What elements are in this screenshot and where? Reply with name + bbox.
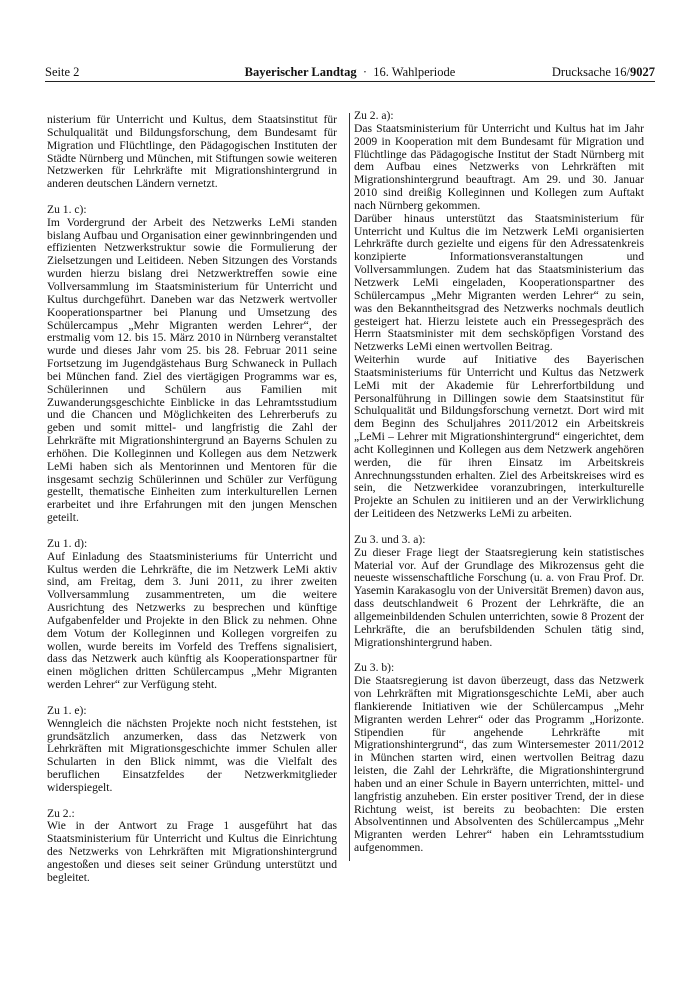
paragraph: Im Vordergrund der Arbeit des Netzwerks LeMi standen bislang Aufbau und Organisation einer gewinnbringenden und effizienten Netzwerkstruktur sowie die Formulierung der Zielsetzungen und Leitideen. Neben Sitzungen des Vorstands wurden hierzu bislang drei Netzwerktreffen sowie eine Vollversammlung im Staatsministerium für Unterricht und Kultus durchgeführt. Daneben war das Netzwerk wertvoller Kooperationspartner bei Planung und Umsetzung des Schülercampus „Mehr Migranten werden Lehrer“, der erstmalig vom 12. bis 15. März 2010 in Nürnberg veranstaltet wurde und dieses Jahr vom 25. bis 28. Februar 2011 seine Fortsetzung im Jugendgästehaus Burg Schwaneck in Pullach bei München fand. Ziel des viertägigen Programms war es, Schülerinnen und Schülern aus Familien mit Zuwanderungsgeschichte Einblicke in das Lehramtsstudium und die Chancen und Möglichkeiten des Lehrerberufs zu geben und somit mittel- und langfristig die Zahl der Lehrkräfte mit Migrationshintergrund an Bayerns Schulen zu erhöhen. Die Kolleginnen und Kollegen aus dem Netzwerk LeMi haben sich als Mentorinnen und Mentoren für die insgesamt sechzig Schülerinnen und Schüler zur Verfügung gestellt, thematische Einheiten zum interkulturellen Lernen erarbeitet und ihre Erfahrungen mit den jungen Menschen geteilt.	[47, 215, 337, 525]
paragraph: Weiterhin wurde auf Initiative des Bayerischen Staatsministeriums für Unterricht und Kultus das Netzwerk LeMi mit der Akademie für Lehrerfortbildung und Personalführung in Dillingen sowie dem Staatsinstitut für Schulqualität und Bildungsforschung vernetzt. Dort wird mit dem Beginn des Schuljahres 2011/2012 ein Arbeitskreis „LeMi – Lehrer mit Migrationshintergrund“ eingerichtet, dem acht Kolleginnen und Kollegen aus dem Netzwerk angehören werden, die für ihren Einsatz im Arbeitskreis Anrechnungsstunden erhalten. Ziel des Arbeitskreises wird es sein, die Netzwerkidee voranzubringen, interkulturelle Projekte an Schulen zu initiieren und an der Verwirklichung der Leitideen des Netzwerks LeMi zu arbeiten.	[354, 353, 644, 521]
paragraph: Wenngleich die nächsten Projekte noch nicht feststehen, ist grundsätzlich anzumerken, dass das Netzwerk von Lehrkräften mit Migrationsgeschichte immer Schulen aller Schularten in den Blick nimmt, was die Vielfalt des beruflichen Einsatzfeldes der Netzwerkmitglieder widerspiegelt.	[47, 716, 337, 794]
section-heading-1d: Zu 1. d):	[47, 536, 88, 550]
document-number	[552, 64, 655, 80]
paragraph: Darüber hinaus unterstützt das Staatsministerium für Unterricht und Kultus die im Netzwerk LeMi organisierten Lehrkräfte durch gezielte und eigens für den Adressatenkreis konzipierte Informationsveranstaltungen und Vollversammlungen. Zudem hat das Staatsministerium das Netzwerk LeMi eingeladen, Kooperationspartner des Schülercampus „Mehr Migranten werden Lehrer“ zu sein, was den Bekanntheitsgrad des Netzwerks nochmals deutlich gesteigert hat. Hierzu leistete auch ein Pressegespräch des Herrn Staatsminister mit dem sechsköpfigen Vorstand des Netzwerks LeMi einen wertvollen Beitrag.	[354, 211, 644, 354]
section-heading-2a: Zu 2. a):	[354, 109, 394, 122]
paragraph: nisterium für Unterricht und Kultus, dem Staatsinstitut für Schulqualität und Bildungsforschung, dem Bundesamt für Migration und Flüchtlinge, den Pädagogischen Instituten der Städte Nürnberg und München, mit Stiftungen sowie weiteren Netzwerken für Lehrkräfte mit Migrationshintergrund in anderen deutschen Ländern vernetzt.	[47, 113, 337, 191]
page-header	[45, 64, 655, 80]
page-number: Seite 2	[45, 65, 80, 79]
section-heading-2: Zu 2.:	[47, 806, 75, 820]
section-heading-1c: Zu 1. c):	[47, 202, 87, 216]
paragraph: Zu dieser Frage liegt der Staatsregierung kein statistisches Material vor. Auf der Grundlage des Mikrozensus geht die neueste wissenschaftliche Forschung (u. a. von Frau Prof. Dr. Yasemin Karakasoglu von der Universität Bremen) davon aus, dass deutschlandweit 6 Prozent der Lehrkräfte, die an allgemeinbildenden Schulen unterrichten, sowie 8 Prozent der Lehrkräfte, die an berufsbildenden Schulen tätig sind, Migrationshintergrund haben.	[354, 545, 644, 649]
paragraph: Auf Einladung des Staatsministeriums für Unterricht und Kultus werden die Lehrkräfte, die im Netzwerk LeMi aktiv sind, am Freitag, dem 3. Juni 2011, zu ihrer zweiten Vollversammlung zusammentreten, um die weitere Ausrichtung des Netzwerks zu besprechen und künftige Aufgabenfelder und Projekte in den Blick zu nehmen. Ohne dem Votum der Kolleginnen und Kollegen vorgreifen zu wollen, wurde bereits im Vorfeld des Treffens signalisiert, dass das Netzwerk auch künftig als Kooperationspartner für einen möglichen dritten Schülercampus „Mehr Migranten werden Lehrer“ zur Verfügung steht.	[47, 549, 337, 692]
paragraph: Wie in der Antwort zu Frage 1 ausgeführt hat das Staatsministerium für Unterricht und Kultus die Einrichtung des Netzwerks von Lehrkräften mit Migrationshintergrund angestoßen und dieses seit seiner Gründung unterstützt und begleitet.	[47, 819, 337, 884]
header-rule	[45, 81, 655, 82]
right-column	[354, 110, 644, 855]
paragraph: Die Staatsregierung ist davon überzeugt, dass das Netzwerk von Lehrkräften mit Migrationsgeschichte LeMi, aber auch flankierende Initiativen wie der Schülercampus „Mehr Migranten werden Lehrer“ oder das Programm „Horizonte. Stipendien für angehende Lehrkräfte mit Migrationshintergrund“, das zum Wintersemester 2011/2012 in München starten wird, einen wertvollen Beitrag dazu leisten, die Zahl der Lehrkräfte, die Migrationshintergrund haben und an einer Schule in Bayern unterrichten, mittel- und langfristig anzuheben. Ein erster positiver Trend, der in diese Richtung weist, ist bereits zu beobachten: Die ersten Absolventinnen und Absolventen des Schülercampus „Mehr Migranten werden Lehrer“ haben ein Lehramtsstudium aufgenommen.	[354, 674, 644, 855]
left-column	[47, 114, 337, 885]
section-heading-3a: Zu 3. und 3. a):	[354, 532, 426, 546]
document-id: 9027	[630, 65, 655, 79]
header-separator: ·	[362, 65, 367, 79]
section-heading-3b: Zu 3. b):	[354, 661, 395, 675]
document-prefix: Drucksache 16/	[551, 65, 630, 79]
legislative-period: 16. Wahlperiode	[373, 65, 456, 79]
publisher-name: Bayerischer Landtag	[244, 65, 357, 79]
paragraph: Das Staatsministerium für Unterricht und Kultus hat im Jahr 2009 in Kooperation mit dem Bundesamt für Migration und Flüchtlinge das Pädagogische Institut der Stadt Nürnberg mit dem Aufbau eines Netzwerks von Lehrkräften mit Migrationshintergrund beauftragt. Am 29. und 30. Januar 2010 sind dreißig Kolleginnen und Kollegen zum Auftakt nach Nürnberg gekommen.	[354, 121, 644, 212]
section-heading-1e: Zu 1. e):	[47, 703, 87, 717]
column-divider	[349, 113, 350, 861]
